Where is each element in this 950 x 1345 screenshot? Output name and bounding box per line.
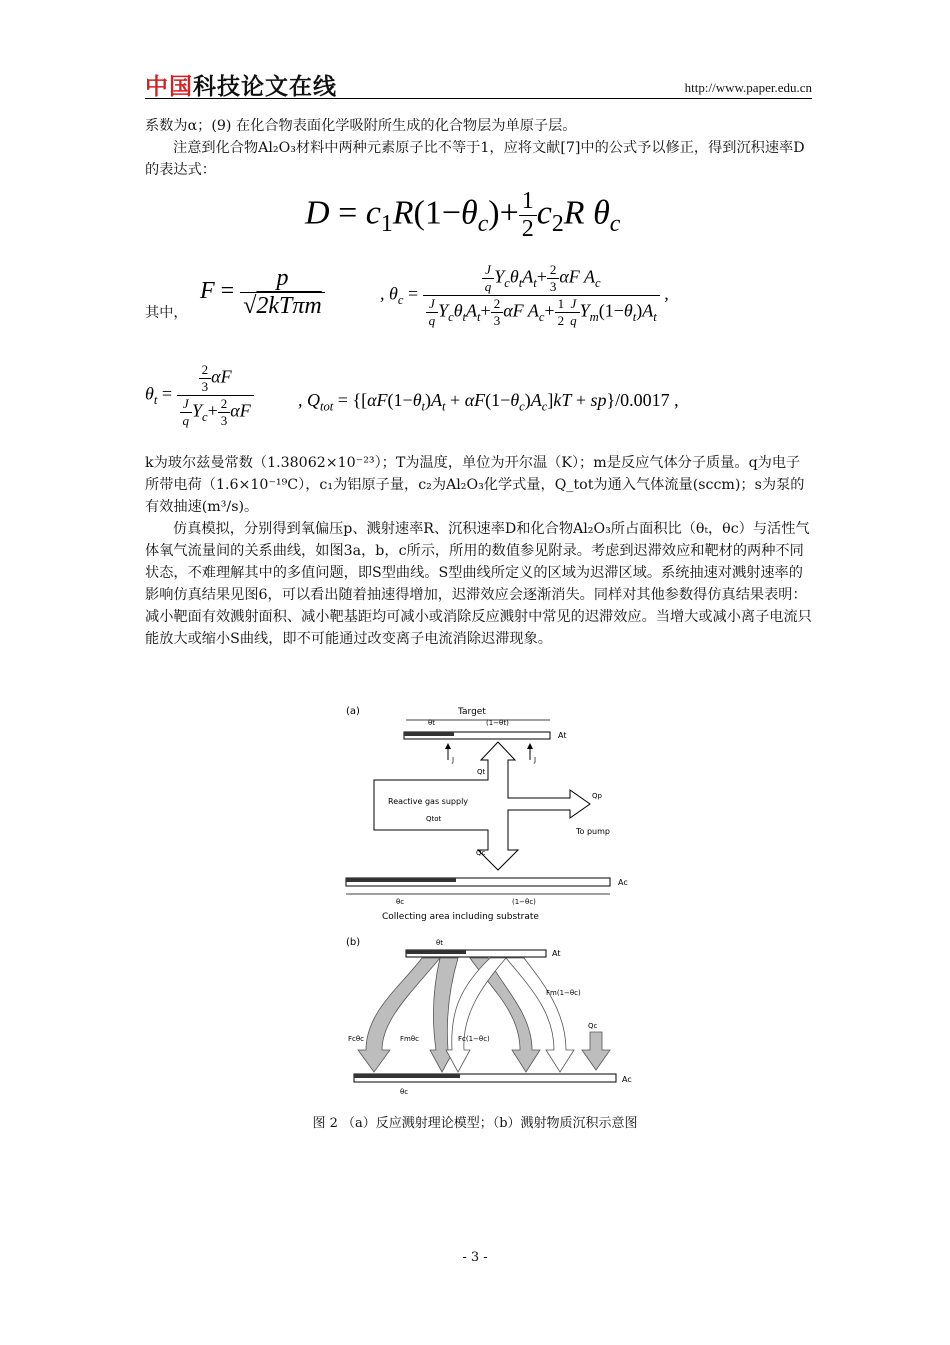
fig-a-q-t: Qt [477,768,486,776]
fig-b-theta-t: θt [436,939,444,947]
fig-a-target-compound [404,732,454,736]
fig-b-fm-label: Fm(1−θc) [546,989,581,997]
fig-b-qc-arrow [582,1032,610,1070]
fig-a-theta-t: θt [428,719,436,727]
fig-b-theta-c: θc [400,1088,409,1096]
fig-a-j-right: J [534,756,537,764]
equation-theta-t: $\theta_t$ = $\frac{2}{3}$ αF $\frac{J}{q}$ $Y_c+$ $\frac{2}{3}$ αF [145,362,305,450]
fig-b-a-t: At [552,949,561,958]
fig-b-fc-theta: Fcθc [348,1035,365,1043]
page-header [145,68,812,99]
fig-a-q-tot: Qtot [426,815,442,823]
figure-b [340,932,640,1100]
fig-b-panel: (b) [346,937,361,948]
equation-f: F = $\frac{p}{\text{√2kTπm}}$ [200,265,370,340]
fig-b-a-c: Ac [622,1075,632,1084]
fig-b-fm-theta: Fmθc [400,1035,419,1043]
figure-caption: 图 2 （a）反应溅射理论模型；（b）溅射物质沉积示意图 [312,1116,638,1131]
fig-a-panel: (a) [346,706,360,717]
equation-q-tot: , $Q_{tot} = \{[\alpha F(1-\theta_t)A_t + \alpha F(1-\theta_c)A_c]kT + sp\}/0.0017$ , [298,390,679,414]
fig-b-fc-one: Fc(1−θc) [458,1035,490,1043]
paragraph-2: 注意到化合物Al₂O₃材料中两种元素原子比不等于1，应将文献[7]中的公式予以修正，得到沉积速率D的表达式： [145,140,805,178]
fig-a-to-pump: To pump [576,827,610,836]
site-logo [145,68,337,101]
fig-b-q-c: Qc [588,1022,598,1030]
label-qizhong: 其中， [145,305,188,321]
fig-a-one-minus-theta-c: (1−θc) [512,898,536,906]
page-number: - 3 - [462,1250,488,1265]
fig-a-j-left: J [452,756,455,764]
fig-a-collecting: Collecting area including substrate [382,912,539,922]
fig-a-target: Target [458,707,486,717]
paragraph-3: k为玻尔兹曼常数（1.38062×10⁻²³）；T为温度，单位为开尔温（K）；m是反应气体分子质量。q为电子所带电荷（1.6×10⁻¹⁹C），c₁为铝原子量，c₂为Al₂O₃化学式量，Q_tot为通入气体流量(sccm)；s为泵的有效抽速(m³/s)。 [145,455,805,515]
fig-b-target-compound [406,950,466,954]
logo-red-text: 中国 [145,74,193,100]
fig-a-supply: Reactive gas supply [388,797,469,806]
fig-a-one-minus-theta-t: (1−θt) [486,719,509,727]
fig-a-q-c: Qc [476,849,486,857]
fig-a-theta-c: θc [396,898,405,906]
fig-a-substrate-compound [346,878,456,882]
equation-d-main: $D = c_1R(1-\theta_c)+$ $\frac{1}{2}$ $c_2R$ $\theta_c$ [305,188,621,242]
paragraph-1: 系数为α；(9) 在化合物表面化学吸附所生成的化合物层为单原子层。 [145,118,577,134]
paragraph-4: 仿真模拟，分别得到氧偏压p、溅射速率R、沉积速率D和化合物Al₂O₃所占面积比（θₜ，θc）与活性气体氧气流量间的关系曲线，如图3a，b，c所示，所用的数值参见附录。考虑到迟滞效应和靶材的两种不同状态，不难理解其中的多值问题，即S型曲线。S型曲线所定义的区域为迟滞区域。系统抽速对溅射速率的影响仿真结果见图6，可以看出随着抽速得增加，迟滞效应会逐渐消失。同样对其他参数得仿真结果表明：减小靶面有效溅射面积、减小靶基距均可减小或消除反应溅射中常见的迟滞效应。当增大或减小离子电流只能放大或缩小S曲线，即不可能通过改变离子电流消除迟滞现象。 [145,521,812,647]
fig-a-a-c: Ac [618,878,628,887]
fig-b-substrate-compound [354,1074,460,1078]
figure-a [340,700,640,925]
equation-theta-c: , $\theta_c$ = $\frac{J}{q}$ $Y_c\theta_tA_t+$ $\frac{2}{3}$ αF $A_c$ $\frac{J}{q}$ $Y_c\theta_tA_t+$ $\frac{2}{3}$ αF $A_c+$ $\frac{1}{2}$ $\frac{J}{q}$ $Y_m(1-\theta_t)A_t$ , [380,262,669,328]
logo-black-text: 科技论文在线 [193,74,337,100]
fig-b-flow-fc-theta [358,958,440,1072]
site-url[interactable]: http://www.paper.edu.cn [684,80,812,95]
fig-a-q-p: Qp [592,792,602,800]
fig-a-a-t: At [558,731,567,740]
